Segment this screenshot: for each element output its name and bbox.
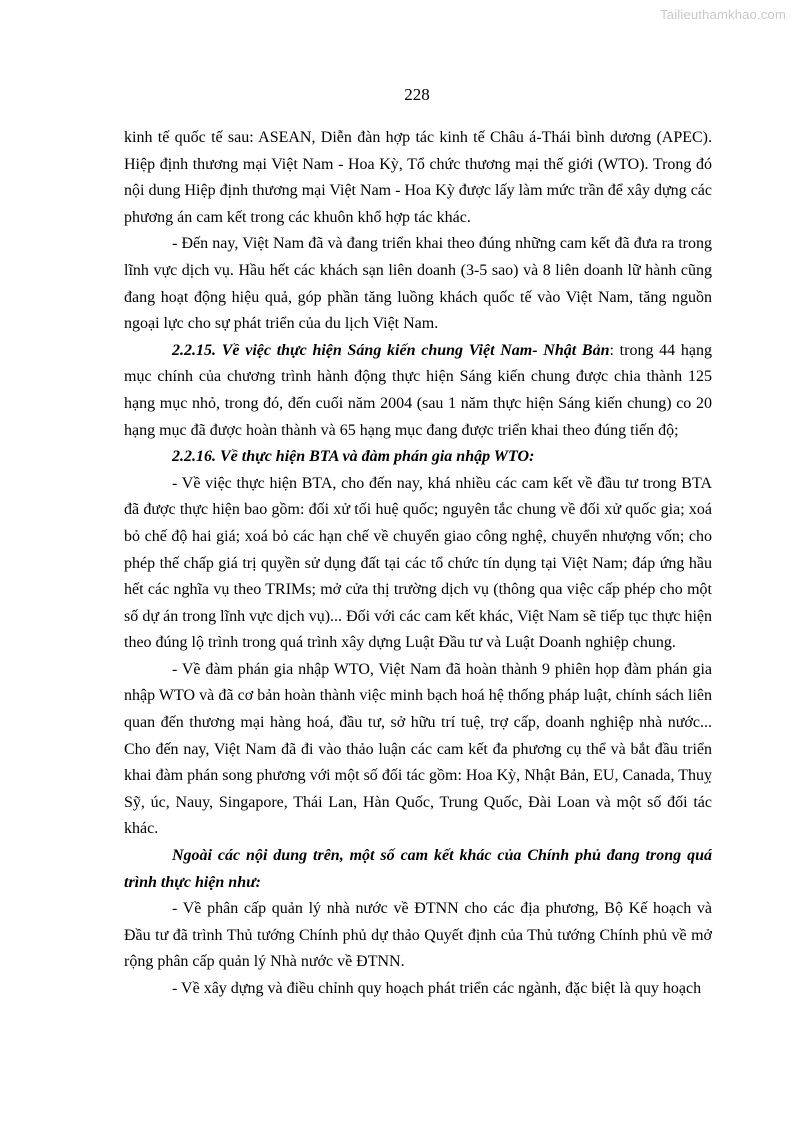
- document-body: [124, 125, 712, 1003]
- section-heading-2-2-16: 2.2.16. Về thực hiện BTA và đàm phán gia nhập WTO:: [172, 448, 535, 466]
- paragraph-3-body: : trong 44 hạng mục chính của chương trình hành động thực hiện Sáng kiến chung được chia thành 125 hạng mục nhỏ, trong đó, đến cuối năm 2004 (sau 1 năm thực hiện Sáng kiến chung) co 20 hạng mục đã được hoàn thành và 65 hạng mục đang được triển khai theo đúng tiến độ;: [124, 341, 712, 439]
- paragraph-9: - Về xây dựng và điều chỉnh quy hoạch phát triển các ngành, đặc biệt là quy hoạch: [172, 980, 702, 997]
- section-heading-2-2-15: 2.2.15. Về việc thực hiện Sáng kiến chung Việt Nam- Nhật Bản: [172, 341, 610, 359]
- paragraph-3: [124, 338, 712, 444]
- paragraph-2: - Đến nay, Việt Nam đã và đang triển khai theo đúng những cam kết đã đưa ra trong lĩnh vực dịch vụ. Hầu hết các khách sạn liên doanh (3-5 sao) và 8 liên doanh lữ hành cũng đang hoạt động hiệu quả, góp phần tăng luồng khách quốc tế vào Việt Nam, tăng nguồn ngoại lực cho sự phát triển của du lịch Việt Nam.: [124, 235, 712, 333]
- page-number: 228: [404, 85, 430, 104]
- paragraph-1: kinh tế quốc tế sau: ASEAN, Diễn đàn hợp tác kinh tế Châu á-Thái bình dương (APEC). Hiệp định thương mại Việt Nam - Hoa Kỳ, Tổ chức thương mại thế giới (WTO). Trong đó nội dung Hiệp định thương mại Việt Nam - Hoa Kỳ được lấy làm mức trần để xây dựng các phương án cam kết trong các khuôn khổ hợp tác khác.: [124, 129, 712, 226]
- paragraph-5: - Về việc thực hiện BTA, cho đến nay, khá nhiều các cam kết về đầu tư trong BTA đã được thực hiện bao gồm: đối xử tối huệ quốc; nguyên tắc chung về đối xử quốc gia; xoá bỏ chế độ hai giá; xoá bỏ các hạn chế về chuyển giao công nghệ, chuyển nhượng vốn; cho phép thế chấp giá trị quyền sử dụng đất tại các tổ chức tín dụng tại Việt Nam; đáp ứng hầu hết các nghĩa vụ theo TRIMs; mở cửa thị trường dịch vụ (thông qua việc cấp phép cho một số dự án trong lĩnh vực dịch vụ)... Đối với các cam kết khác, Việt Nam sẽ tiếp tục thực hiện theo đúng lộ trình trong quá trình xây dựng Luật Đầu tư và Luật Doanh nghiệp chung.: [124, 474, 712, 652]
- paragraph-6: - Về đàm phán gia nhập WTO, Việt Nam đã hoàn thành 9 phiên họp đàm phán gia nhập WTO và đã cơ bản hoàn thành việc minh bạch hoá hệ thống pháp luật, chính sách liên quan đến thương mại hàng hoá, đầu tư, sở hữu trí tuệ, trợ cấp, doanh nghiệp nhà nước... Cho đến nay, Việt Nam đã đi vào thảo luận các cam kết đa phương cụ thể và bắt đầu triển khai đàm phán song phương với một số đối tác gồm: Hoa Kỳ, Nhật Bản, EU, Canada, Thuỵ Sỹ, úc, Nauy, Singapore, Thái Lan, Hàn Quốc, Trung Quốc, Đài Loan và một số đối tác khác.: [124, 660, 712, 838]
- watermark: Tailieuthamkhao.com: [660, 7, 786, 22]
- other-commitments-heading: Ngoài các nội dung trên, một số cam kết khác của Chính phủ đang trong quá trình thực hiện như:: [124, 847, 712, 891]
- paragraph-8: - Về phân cấp quản lý nhà nước về ĐTNN cho các địa phương, Bộ Kế hoạch và Đầu tư đã trình Thủ tướng Chính phủ dự thảo Quyết định của Thủ tướng Chính phủ về mở rộng phân cấp quản lý Nhà nước về ĐTNN.: [124, 900, 712, 971]
